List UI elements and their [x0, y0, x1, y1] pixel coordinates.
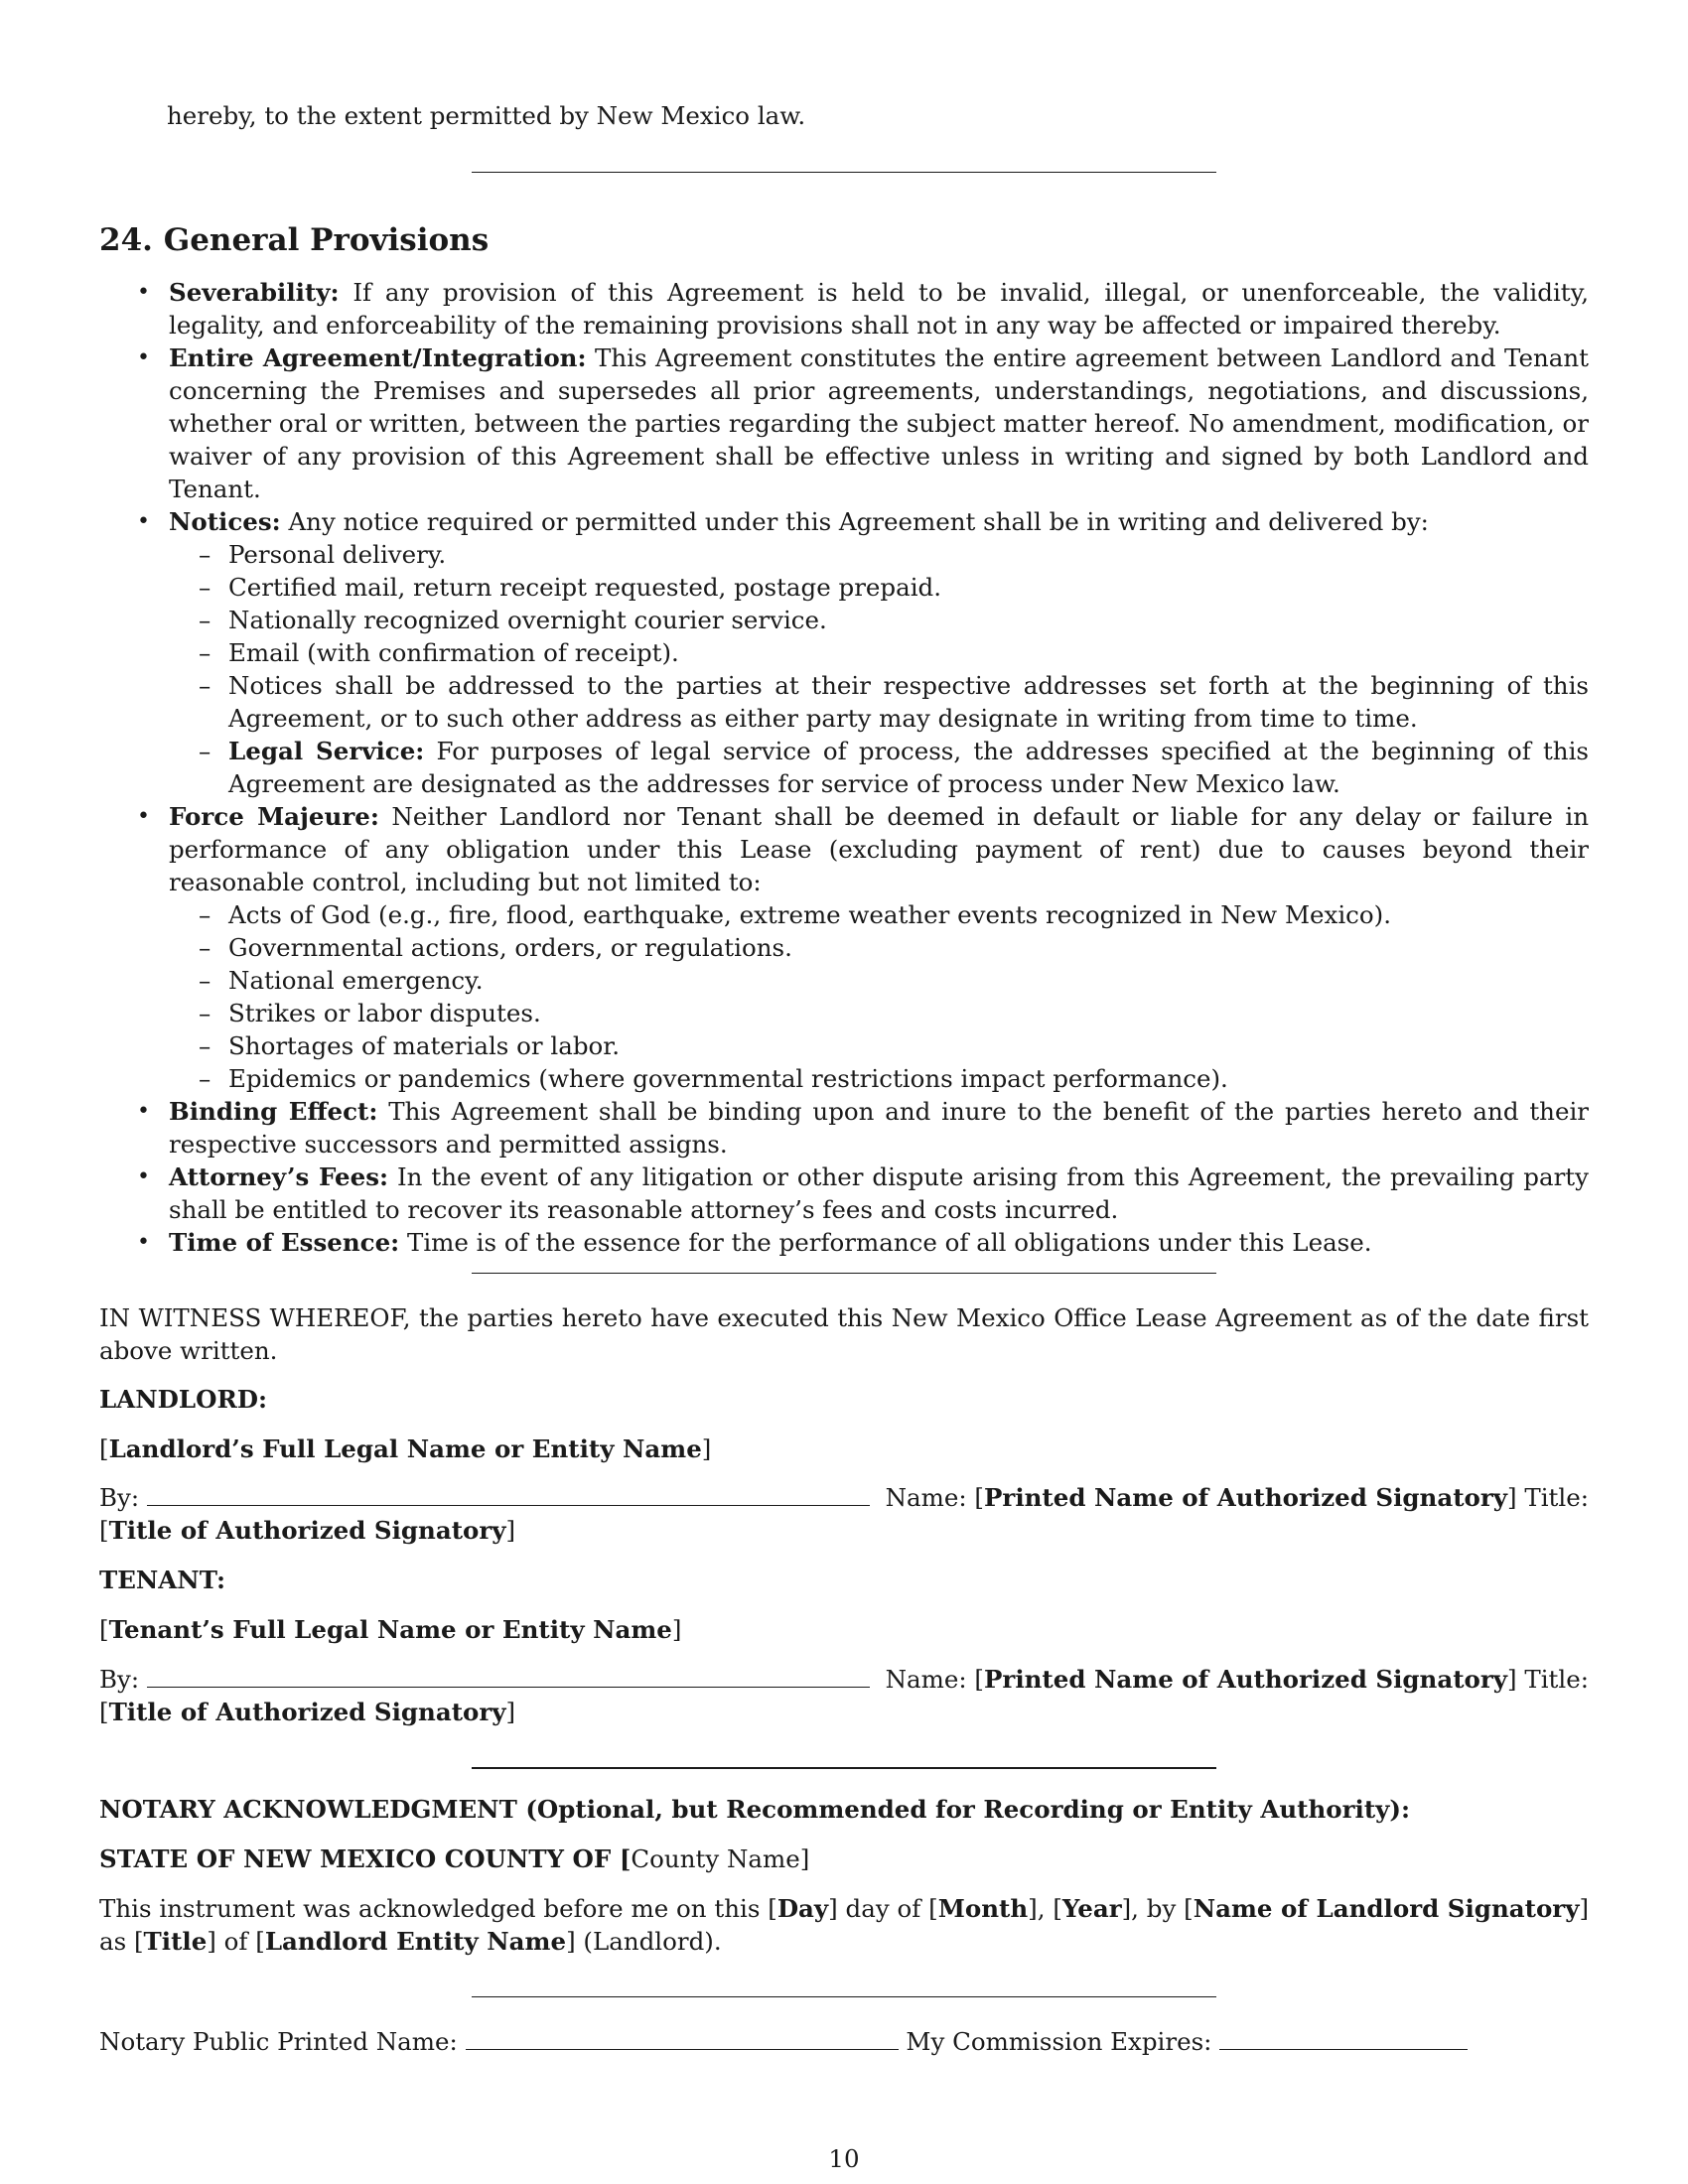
sub-item: – Personal delivery.: [169, 538, 1589, 571]
list-item: • Time of Essence: Time is of the essence for the performance of all obligations under this Lease.: [99, 1226, 1589, 1259]
tenant-signature-line[interactable]: [147, 1667, 870, 1688]
section-divider: [472, 172, 1216, 173]
list-item: • Severability: If any provision of this Agreement is held to be invalid, illegal, or unenforceable, the validity, legality, and enforceability of the remaining provisions shall not in any way be affected or impaired thereby.: [99, 276, 1589, 341]
force-majeure-sublist: [169, 898, 1589, 1095]
landlord-signature-line[interactable]: [147, 1485, 870, 1506]
sub-item: – Nationally recognized overnight courier service.: [169, 604, 1589, 636]
sub-item: – Acts of God (e.g., fire, flood, earthquake, extreme weather events recognized in New Mexico).: [169, 898, 1589, 931]
sub-item: – Shortages of materials or labor.: [169, 1029, 1589, 1062]
landlord-heading: LANDLORD:: [99, 1385, 268, 1414]
list-item: • Binding Effect: This Agreement shall be binding upon and inure to the benefit of the parties hereto and their respective successors and permitted assigns.: [99, 1095, 1589, 1160]
sub-item: – Governmental actions, orders, or regulations.: [169, 931, 1589, 964]
document-page: [99, 0, 1589, 2184]
sub-item: – Epidemics or pandemics (where governmental restrictions impact performance).: [169, 1062, 1589, 1095]
commission-date-line[interactable]: [1219, 2029, 1468, 2050]
tenant-signature-block: By: Name: [Printed Name of Authorized Signatory] Title: [Title of Authorized Signatory]: [99, 1665, 1589, 1726]
page-number: 10: [828, 2144, 860, 2173]
sub-item: – Certified mail, return receipt requested, postage prepaid.: [169, 571, 1589, 604]
sub-item: – Strikes or labor disputes.: [169, 997, 1589, 1029]
sub-item: – Notices shall be addressed to the parties at their respective addresses set forth at the beginning of this Agreement, or to such other address as either party may designate in writing from time to time.: [169, 669, 1589, 735]
list-item: • Attorney’s Fees: In the event of any litigation or other dispute arising from this Agreement, the prevailing party shall be entitled to recover its reasonable attorney’s fees and costs incurred.: [99, 1160, 1589, 1226]
section-divider: [472, 1273, 1216, 1274]
continued-text: hereby, to the extent permitted by New Mexico law.: [167, 101, 806, 130]
notary-heading: NOTARY ACKNOWLEDGMENT (Optional, but Recommended for Recording or Entity Authority):: [99, 1795, 1411, 1824]
sub-item: – National emergency.: [169, 964, 1589, 997]
list-item: • Notices: Any notice required or permitted under this Agreement shall be in writing and delivered by: – Personal delivery. – Certified mail, return receipt requested, postage prepaid. – Nationally recognized overnight courier service. – Email (with confirmation of receipt). – Notices shall be addressed to the parties at their respective addresses set forth at the beginning of this Agreement, or to such other address as either party may designate in writing from time to time. – Legal Service: For purposes of legal service of process, the addresses specified at the beginning of this Agreement are designated as the addresses for service of process under New Mexico law.: [99, 505, 1589, 800]
notary-signature-row: Notary Public Printed Name: My Commission Expires:: [99, 2025, 1589, 2058]
landlord-signature-block: By: Name: [Printed Name of Authorized Signatory] Title: [Title of Authorized Signatory]: [99, 1483, 1589, 1545]
sub-item: – Legal Service: For purposes of legal service of process, the addresses specified at the beginning of this Agreement are designated as the addresses for service of process under New Mexico law.: [169, 735, 1589, 800]
notary-name-line[interactable]: [466, 2029, 899, 2050]
notary-acknowledgment: This instrument was acknowledged before me on this [Day] day of [Month], [Year], by [Name of Landlord Signatory] as [Title] of [Landlord Entity Name] (Landlord).: [99, 1894, 1589, 1956]
section-title: 24. General Provisions: [99, 222, 490, 258]
sub-item: – Email (with confirmation of receipt).: [169, 636, 1589, 669]
witness-paragraph: IN WITNESS WHEREOF, the parties hereto have executed this New Mexico Office Lease Agreement as of the date first above written.: [99, 1303, 1589, 1365]
section-divider: [472, 1767, 1216, 1769]
provisions-list: [99, 276, 1589, 1259]
notary-state-county: STATE OF NEW MEXICO COUNTY OF [County Name]: [99, 1844, 810, 1873]
list-item: • Force Majeure: Neither Landlord nor Tenant shall be deemed in default or liable for any delay or failure in performance of any obligation under this Lease (excluding payment of rent) due to causes beyond their reasonable control, including but not limited to: – Acts of God (e.g., fire, flood, earthquake, extreme weather events recognized in New Mexico). – Governmental actions, orders, or regulations. – National emergency. – Strikes or labor disputes. – Shortages of materials or labor. – Epidemics or pandemics (where governmental restrictions impact performance).: [99, 800, 1589, 1095]
landlord-entity: [Landlord’s Full Legal Name or Entity Name]: [99, 1434, 712, 1463]
tenant-heading: TENANT:: [99, 1566, 226, 1594]
notices-sublist: [169, 538, 1589, 800]
tenant-entity: [Tenant’s Full Legal Name or Entity Name]: [99, 1615, 682, 1644]
section-divider: [472, 1996, 1216, 1997]
list-item: • Entire Agreement/Integration: This Agreement constitutes the entire agreement between Landlord and Tenant concerning the Premises and supersedes all prior agreements, understandings, negotiations, and discussions, whether oral or written, between the parties regarding the subject matter hereof. No amendment, modification, or waiver of any provision of this Agreement shall be effective unless in writing and signed by both Landlord and Tenant.: [99, 341, 1589, 505]
